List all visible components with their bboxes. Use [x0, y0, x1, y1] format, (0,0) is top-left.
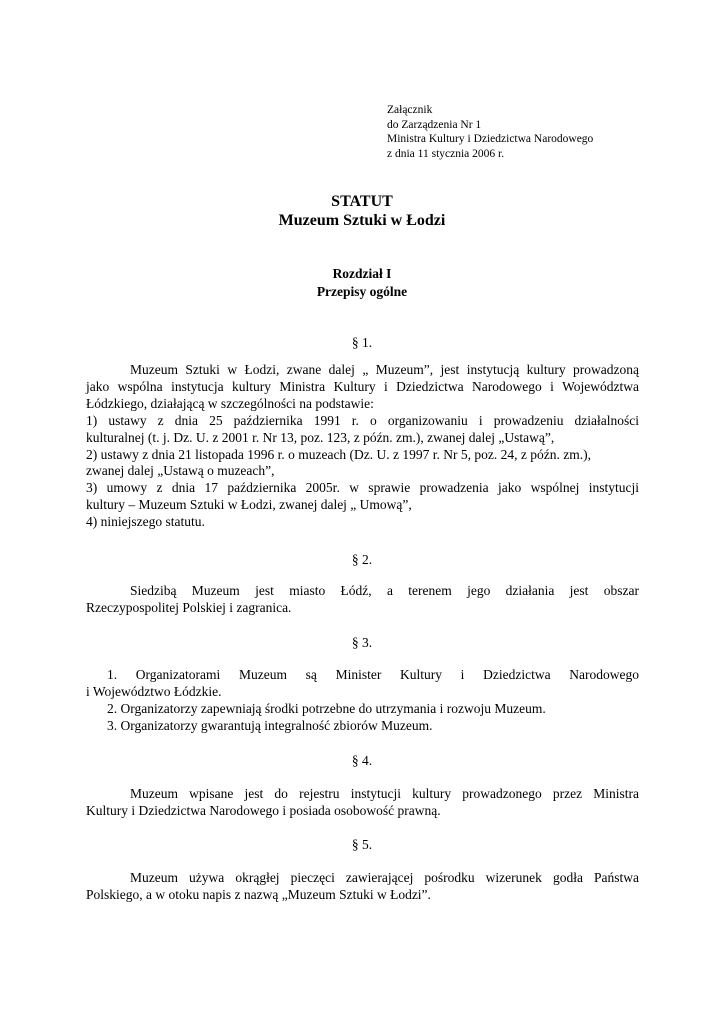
- text-line: Rzeczypospolitej Polskiej i zagranica.: [86, 599, 292, 615]
- text-line: 4) niniejszego statutu.: [86, 514, 205, 530]
- text-line: jako wspólna instytucja kultury Ministra Kultury i Dziedzictwa Narodowego i Województwa: [86, 378, 639, 394]
- chapter-number: Rozdział I: [332, 266, 392, 281]
- document-subtitle: Muzeum Sztuki w Łodzi: [278, 212, 446, 229]
- text-line: Polskiego, a w otoku napis z nazwą „Muzeum Sztuki w Łodzi”.: [86, 886, 431, 902]
- text-line: Muzeum wpisane jest do rejestru instytucji kultury prowadzonego przez Ministra: [130, 786, 639, 801]
- annex-line: Załącznik: [387, 104, 433, 116]
- text-line: 1. Organizatorami Muzeum są Minister Kultury i Dziedzictwa Narodowego: [107, 667, 639, 682]
- text-line: Siedzibą Muzeum jest miasto Łódź, a terenem jego działania jest obszar: [130, 583, 639, 598]
- text-line: Łódzkiego, działającą w szczególności na podstawie:: [86, 395, 374, 411]
- annex-line: do Zarządzenia Nr 1: [387, 118, 482, 131]
- annex-note: [387, 103, 593, 161]
- section-5-body: [86, 870, 639, 904]
- text-line: 1) ustawy z dnia 25 października 1991 r. o organizowaniu i prowadzeniu działalności: [86, 412, 639, 428]
- annex-line: Ministra Kultury i Dziedzictwa Narodowego: [387, 133, 594, 146]
- text-line: 3. Organizatorzy gwarantują integralność zbiorów Muzeum.: [107, 717, 433, 733]
- section-2-body: [86, 583, 639, 617]
- text-line: i Województwo Łódzkie.: [86, 683, 222, 699]
- text-line: Muzeum używa okrągłej pieczęci zawierającej pośrodku wizerunek godła Państwa: [130, 870, 639, 885]
- section-2-heading: § 2.: [351, 552, 373, 567]
- text-line: 2. Organizatorzy zapewniają środki potrzebne do utrzymania i rozwoju Muzeum.: [107, 700, 546, 716]
- section-1-body: [86, 362, 639, 531]
- section-4-heading: § 4.: [351, 753, 373, 768]
- section-3-heading: § 3.: [351, 635, 373, 650]
- section-3-body: [86, 667, 639, 735]
- document-title: STATUT: [331, 193, 393, 210]
- section-4-body: [86, 786, 639, 820]
- text-line: Muzeum Sztuki w Łodzi, zwane dalej „ Muzeum”, jest instytucją kultury prowadzoną: [130, 362, 639, 377]
- annex-line: z dnia 11 stycznia 2006 r.: [387, 147, 505, 160]
- text-line: 3) umowy z dnia 17 października 2005r. w sprawie prowadzenia jako wspólnej instytucji: [86, 480, 639, 496]
- section-1-heading: § 1.: [351, 335, 373, 350]
- text-line: kulturalnej (t. j. Dz. U. z 2001 r. Nr 13, poz. 123, z późn. zm.), zwanej dalej „Ustawą”,: [86, 429, 555, 445]
- text-line: zwanej dalej „Ustawą o muzeach”,: [86, 463, 275, 479]
- chapter-name: Przepisy ogólne: [316, 284, 408, 299]
- section-5-heading: § 5.: [351, 837, 373, 852]
- text-line: Kultury i Dziedzictwa Narodowego i posiada osobowość prawną.: [86, 802, 441, 818]
- text-line: kultury – Muzeum Sztuki w Łodzi, zwanej dalej „ Umową”,: [86, 497, 412, 513]
- text-line: 2) ustawy z dnia 21 listopada 1996 r. o muzeach (Dz. U. z 1997 r. Nr 5, poz. 24, z późn. zm.),: [86, 446, 591, 462]
